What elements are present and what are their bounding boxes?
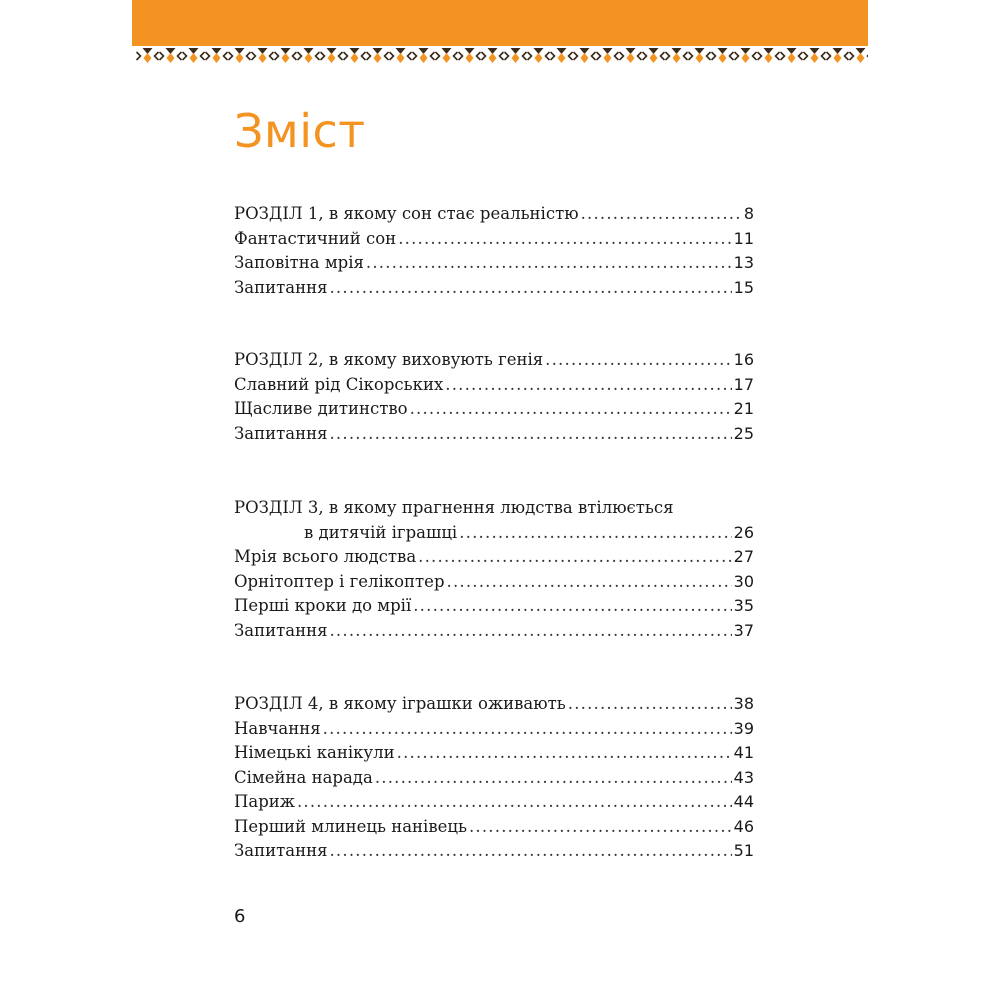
- toc-row[interactable]: [234, 790, 754, 815]
- toc-row[interactable]: [234, 692, 754, 717]
- toc-label: в дитячій іграшці: [304, 522, 458, 542]
- toc-label: Перший млинець нанівець: [234, 816, 467, 836]
- toc-label: Перші кроки до мрії: [234, 596, 412, 615]
- page-title: Зміст: [234, 104, 366, 158]
- toc-leader: [375, 766, 732, 791]
- toc-label: Славний рід Сікорських: [234, 374, 444, 394]
- toc-page: 51: [733, 841, 754, 860]
- toc-leader: [545, 348, 731, 373]
- toc-section-3: [234, 496, 754, 643]
- toc-label: Запитання: [234, 620, 328, 640]
- toc-label: Париж: [234, 792, 295, 811]
- toc-leader: [447, 570, 732, 595]
- toc-page: 11: [733, 228, 754, 248]
- toc-label: Мрія всього людства: [234, 547, 417, 566]
- toc-row[interactable]: [234, 570, 754, 595]
- page-number: 6: [234, 906, 246, 927]
- toc-page: 17: [733, 374, 754, 394]
- toc-row[interactable]: [234, 202, 754, 227]
- toc-page: 21: [733, 399, 754, 418]
- toc-leader: [297, 790, 732, 815]
- toc-leader: [323, 717, 732, 742]
- toc-leader: [413, 594, 731, 619]
- toc-label: Запитання: [234, 841, 328, 860]
- toc-page: 13: [733, 253, 754, 272]
- toc-page: 27: [733, 547, 754, 566]
- toc-leader: [568, 692, 732, 717]
- toc-label: Орнітоптер і гелікоптер: [234, 571, 445, 591]
- toc-leader: [445, 373, 731, 398]
- toc-label: Щасливе дитинство: [234, 399, 408, 418]
- toc-label: РОЗДІЛ 1, в якому сон стає реальністю: [234, 204, 579, 223]
- toc-leader: [329, 422, 731, 447]
- toc-row[interactable]: [234, 521, 754, 546]
- toc-label: РОЗДІЛ 2, в якому виховують генія: [234, 350, 544, 369]
- toc-row[interactable]: [234, 348, 754, 373]
- toc-label: РОЗДІЛ 4, в якому іграшки оживають: [234, 694, 566, 713]
- toc-row[interactable]: [234, 839, 754, 864]
- toc-section-4: [234, 692, 754, 864]
- toc-leader: [397, 741, 732, 766]
- toc-leader: [329, 619, 731, 644]
- toc-leader: [366, 251, 732, 276]
- toc-page: 8: [743, 204, 754, 223]
- toc-leader: [398, 227, 731, 252]
- toc-leader: [581, 202, 742, 227]
- toc-label: Сімейна нарада: [234, 767, 373, 787]
- toc-page: 44: [733, 792, 754, 811]
- toc-page: 30: [733, 571, 754, 591]
- toc-leader: [469, 815, 732, 840]
- toc-label: Фантастичний сон: [234, 228, 397, 248]
- toc-page: 39: [733, 718, 754, 738]
- toc-page: 25: [733, 423, 754, 443]
- toc-row[interactable]: [234, 815, 754, 840]
- toc-page: 43: [733, 767, 754, 787]
- toc-page: 16: [733, 350, 754, 369]
- toc-page: 41: [733, 743, 754, 762]
- toc-page: 26: [733, 522, 754, 542]
- toc-row[interactable]: [234, 373, 754, 398]
- toc-page: 46: [733, 816, 754, 836]
- toc-row[interactable]: [234, 619, 754, 644]
- toc-label: Німецькі канікули: [234, 743, 395, 762]
- toc-leader: [418, 545, 731, 570]
- toc-page: 38: [733, 694, 754, 713]
- toc-leader: [459, 521, 731, 546]
- toc-row[interactable]: [234, 741, 754, 766]
- toc-page: 35: [733, 596, 754, 615]
- toc-label: Запитання: [234, 277, 328, 297]
- toc-section-2: [234, 348, 754, 446]
- toc-label: Запитання: [234, 423, 328, 443]
- toc-row[interactable]: [234, 594, 754, 619]
- toc-leader: [329, 276, 731, 301]
- toc-label: Заповітна мрія: [234, 253, 364, 272]
- toc-section-1: [234, 202, 754, 300]
- toc-page: 37: [733, 620, 754, 640]
- toc-page: 15: [733, 277, 754, 297]
- toc-label: Навчання: [234, 718, 321, 738]
- toc-row[interactable]: [234, 717, 754, 742]
- toc-row[interactable]: [234, 251, 754, 276]
- toc-heading-line[interactable]: РОЗДІЛ 3, в якому прагнення людства втілюється: [234, 498, 674, 517]
- toc-row[interactable]: [234, 227, 754, 252]
- toc-row[interactable]: [234, 766, 754, 791]
- toc-row[interactable]: [234, 397, 754, 422]
- toc-row[interactable]: [234, 276, 754, 301]
- toc-leader: [329, 839, 731, 864]
- embroidery-ornament: [132, 40, 868, 68]
- toc-leader: [410, 397, 732, 422]
- toc-row[interactable]: [234, 545, 754, 570]
- toc-row[interactable]: [234, 422, 754, 447]
